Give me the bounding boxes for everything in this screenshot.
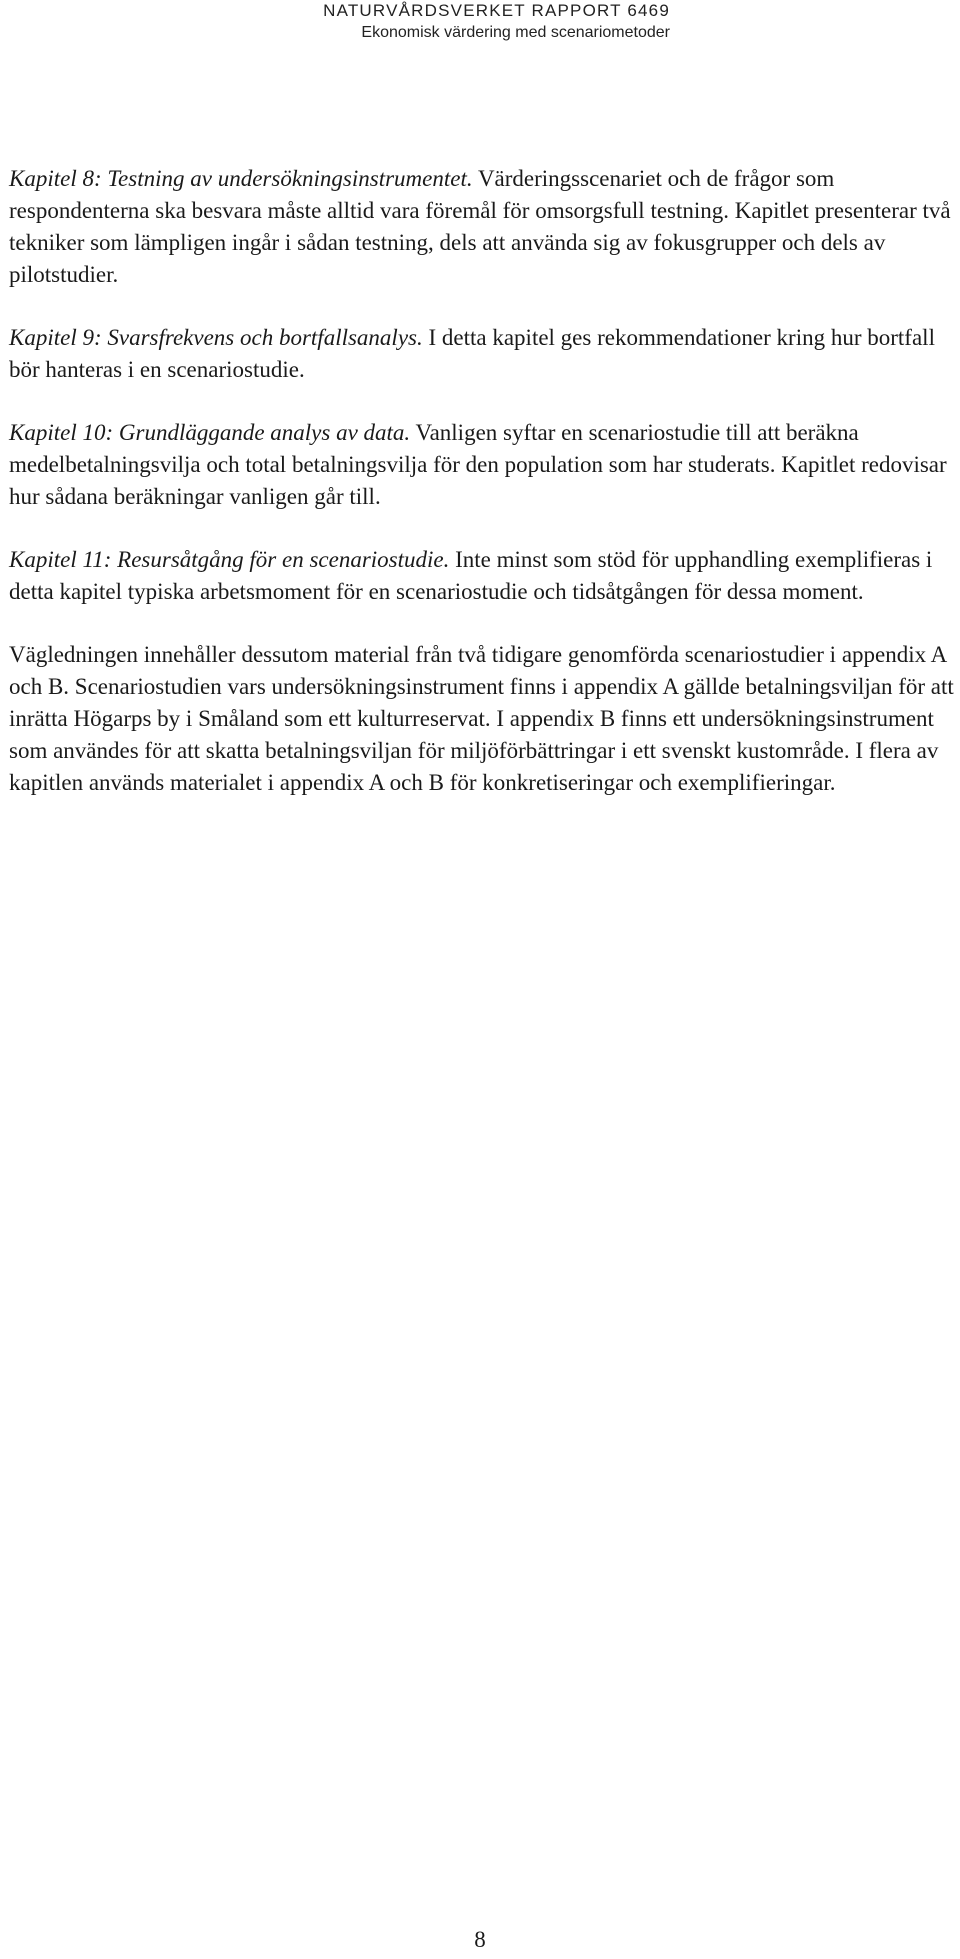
running-header (323, 0, 670, 44)
chapter-heading: Kapitel 9: Svarsfrekvens och bortfallsanalys. (9, 325, 423, 350)
chapter-heading: Kapitel 8: Testning av undersökningsinstrumentet. (9, 166, 473, 191)
chapter-heading: Kapitel 10: Grundläggande analys av data. (9, 420, 411, 445)
paragraph-appendix (9, 639, 955, 799)
paragraph-text: Vanligen syftar en scenariostudie till att beräkna medelbetalningsvilja och total betalningsvilja för den population som har studerats. Kapitlet redovisar hur sådana beräkningar vanligen går till. (9, 420, 947, 509)
paragraph-chapter-11 (9, 544, 955, 608)
chapter-heading: Kapitel 11: Resursåtgång för en scenariostudie. (9, 547, 450, 572)
paragraph-text: Inte minst som stöd för upphandling exemplifieras i detta kapitel typiska arbetsmoment för en scenariostudie och tidsåtgången för dessa moment. (9, 547, 933, 604)
paragraph-chapter-10 (9, 417, 955, 513)
paragraph-chapter-8 (9, 163, 955, 291)
page-number: 8 (474, 1927, 486, 1952)
paragraph-text: Värderingsscenariet och de frågor som respondenterna ska besvara måste alltid vara föremål för omsorgsfull testning. Kapitlet presenterar två tekniker som lämpligen ingår i sådan testning, dels att använda sig av fokusgrupper och dels av pilotstudier. (9, 166, 951, 287)
report-title: NATURVÅRDSVERKET RAPPORT 6469 (323, 1, 670, 20)
report-subtitle: Ekonomisk värdering med scenariometoder (361, 24, 670, 41)
paragraph-chapter-9 (9, 322, 955, 386)
body-text (9, 163, 955, 830)
paragraph-text: I detta kapitel ges rekommendationer kring hur bortfall bör hanteras i en scenariostudie. (9, 325, 935, 382)
paragraph-text: Vägledningen innehåller dessutom material från två tidigare genomförda scenariostudier i appendix A och B. Scenariostudien vars undersökningsinstrument finns i appendix A gällde betalningsviljan för att inrätta Högarps by i Småland som ett kulturreservat. I appendix B finns ett undersökningsinstrument som användes för att skatta betalningsviljan för miljöförbättringar i ett svenskt kustområde. I flera av kapitlen används materialet i appendix A och B för konkretiseringar och exemplifieringar. (9, 642, 954, 795)
